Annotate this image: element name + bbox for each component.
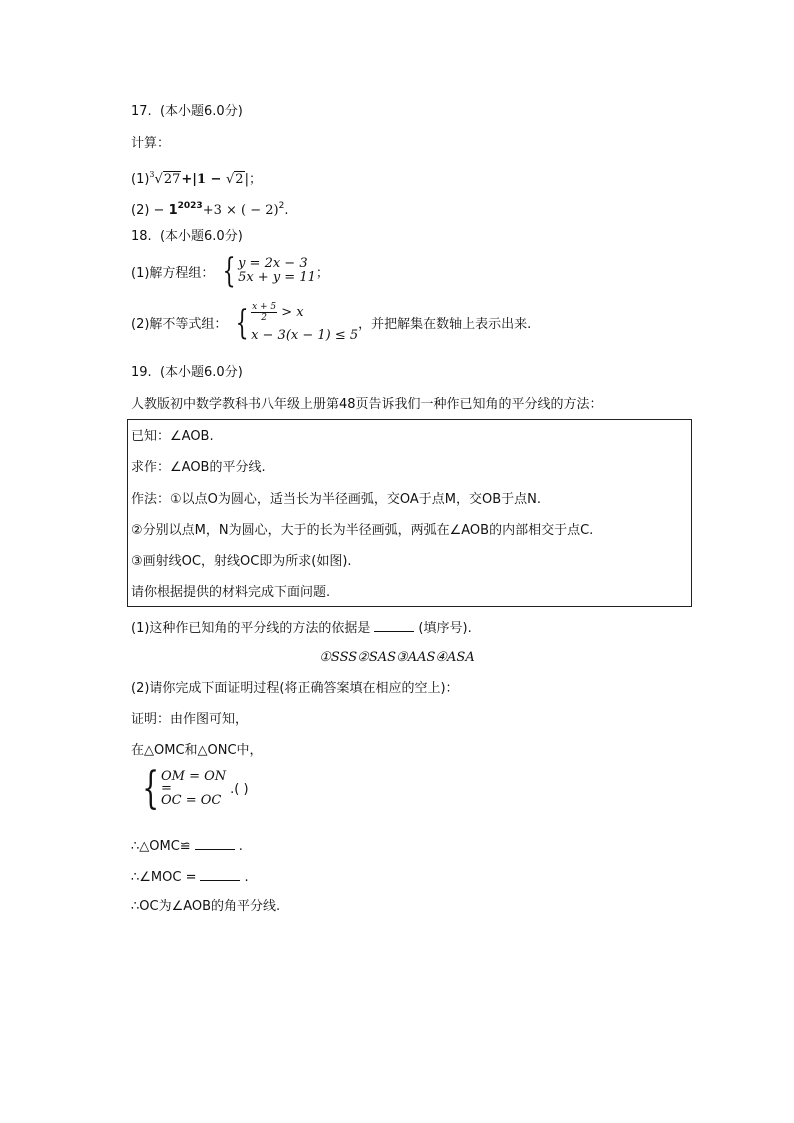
q19-intro: 人教版初中数学教科书八年级上册第48页告诉我们一种作已知角的平分线的方法：	[131, 397, 603, 412]
q17-instruction: 计算：	[131, 136, 171, 151]
brace-glyph: {	[142, 763, 159, 814]
proof-conclusion-1: ∴△OMC≌ .	[131, 839, 243, 854]
construction-box	[127, 419, 692, 607]
box-step1: 作法：①以点O为圆心，适当长为半径画弧，交OA于点M，交OB于点N.	[131, 492, 542, 507]
q18-number: 18.	[131, 229, 152, 244]
q17-part2: $(2) - 1^{2023}+3$ × ( − 2)$^2$.	[131, 201, 289, 218]
proof-conclusion-2: ∴∠MOC = .	[131, 870, 249, 885]
answer-blank[interactable]	[195, 837, 235, 850]
proof-triangles: 在△OMC和△ONC中，	[131, 743, 263, 758]
box-ask: 请你根据提供的材料完成下面问题.	[131, 585, 331, 600]
box-step3: ③画射线OC，射线OC即为所求(如图).	[131, 554, 352, 569]
q19-score: (本小题6.0分)	[159, 365, 243, 380]
equation-system: y = 2x − 3 5x + y = 11	[238, 256, 316, 285]
q19-number: 19.	[131, 365, 152, 380]
q17-score: (本小题6.0分)	[159, 104, 243, 119]
proof-system: { OM = ON = OC = OC .( )	[142, 763, 249, 814]
answer-blank[interactable]	[374, 619, 414, 632]
brace-glyph: {	[223, 251, 237, 291]
brace-glyph: {	[236, 302, 250, 343]
inequality-system: $\frac{x + 5}{2}$ > x x − 3(x − 1) ≤ 5	[251, 302, 359, 343]
answer-blank[interactable]	[200, 868, 240, 881]
box-given: 已知：∠AOB.	[131, 429, 214, 444]
q19-part2: (2)请你完成下面证明过程(将正确答案填在相应的空上)：	[131, 681, 459, 696]
q19-options: ①SSS②SAS③AAS④ASA	[319, 650, 475, 665]
q18-header	[131, 229, 243, 245]
proof-conclusion-3: ∴OC为∠AOB的角平分线.	[131, 899, 281, 914]
q18-part2: (2)解不等式组： { $\frac{x + 5}{2}$ > x x − 3(x − 1) ≤ 5 ，并把解集在数轴上表示出来.	[131, 302, 532, 343]
q18-part1: (1)解方程组： { y = 2x − 3 5x + y = 11 ；	[131, 251, 329, 291]
q19-part1: (1)这种作已知角的平分线的方法的依据是 (填序号).	[131, 621, 472, 636]
q19-header	[131, 365, 243, 381]
q18-score: (本小题6.0分)	[159, 229, 243, 244]
box-step2: ②分别以点M，N为圆心，大于的长为半径画弧，两弧在∠AOB的内部相交于点C.	[131, 523, 594, 538]
q17-part1: $(1)^3√27+|1 - √2|$；	[131, 170, 262, 187]
q17-number: 17.	[131, 104, 152, 119]
box-find: 求作：∠AOB的平分线.	[131, 460, 266, 475]
q17-header	[131, 104, 243, 120]
proof-start: 证明：由作图可知，	[131, 712, 249, 727]
